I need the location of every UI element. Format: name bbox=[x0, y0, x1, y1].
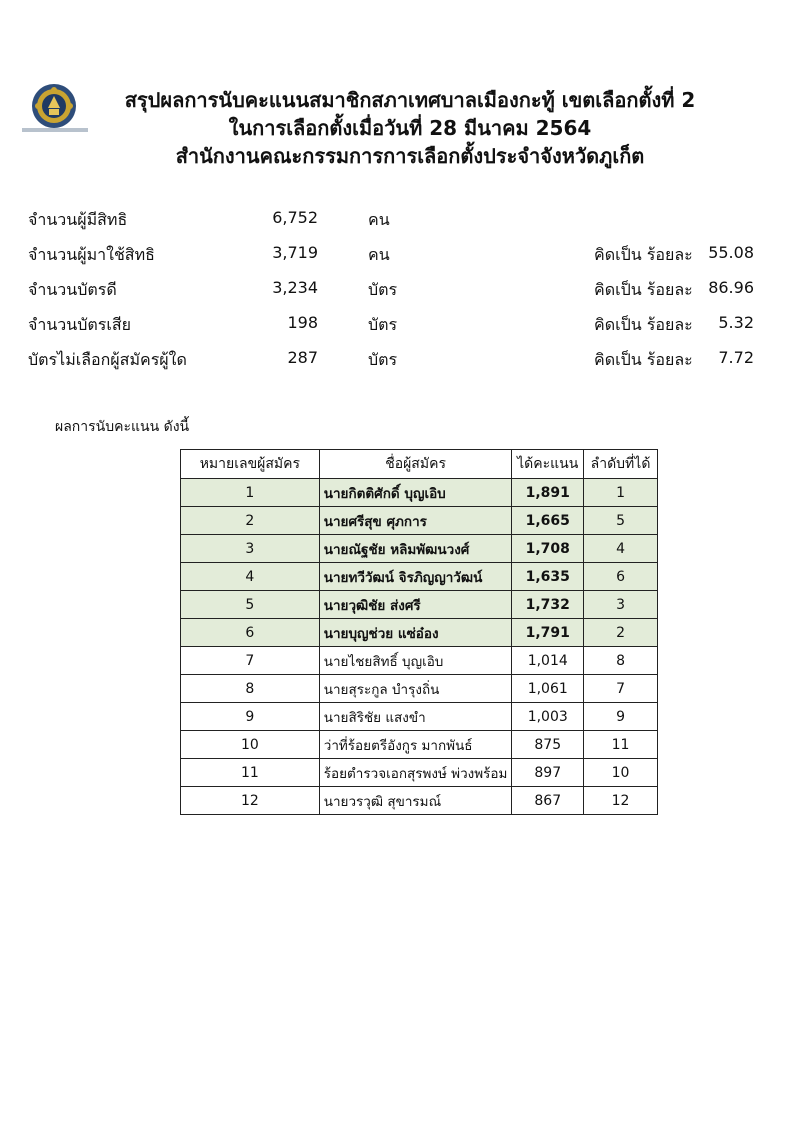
table-row bbox=[181, 787, 658, 815]
cell-votes: 1,732 bbox=[512, 591, 584, 619]
cell-candidate-name: นายกิตติศักดิ์ บุญเอิบ bbox=[319, 479, 512, 507]
table-row bbox=[181, 619, 658, 647]
cell-candidate-name: ร้อยตำรวจเอกสุรพงษ์ พ่วงพร้อม bbox=[319, 759, 512, 787]
stat-label: จำนวนผู้มาใช้สิทธิ bbox=[28, 245, 155, 264]
header-office: สำนักงานคณะกรรมการการเลือกตั้งประจำจังหวัดภูเก็ต bbox=[175, 144, 645, 168]
stat-unit: คน bbox=[368, 245, 390, 264]
stat-unit: คน bbox=[368, 210, 390, 229]
stat-label: จำนวนบัตรดี bbox=[28, 280, 117, 299]
table-row bbox=[181, 479, 658, 507]
column-header-candidate-number: หมายเลขผู้สมัคร bbox=[181, 450, 320, 479]
table-row bbox=[181, 647, 658, 675]
column-header-votes: ได้คะแนน bbox=[512, 450, 584, 479]
cell-candidate-number: 9 bbox=[181, 703, 320, 731]
logo-caption bbox=[22, 128, 88, 132]
table-row bbox=[181, 703, 658, 731]
stat-percent: 55.08 bbox=[708, 243, 754, 262]
cell-rank: 5 bbox=[584, 507, 658, 535]
cell-candidate-name: นายวุฒิชัย ส่งศรี bbox=[319, 591, 512, 619]
stat-row-turnout bbox=[28, 235, 768, 270]
column-header-candidate-name: ชื่อผู้สมัคร bbox=[319, 450, 512, 479]
cell-votes: 1,708 bbox=[512, 535, 584, 563]
table-header-row bbox=[181, 450, 658, 479]
cell-candidate-name: นายวรวุฒิ สุขารมณ์ bbox=[319, 787, 512, 815]
cell-candidate-name: นายบุญช่วย แซ่อ๋อง bbox=[319, 619, 512, 647]
cell-candidate-name: นายศรีสุข ศุภการ bbox=[319, 507, 512, 535]
cell-votes: 1,635 bbox=[512, 563, 584, 591]
stat-unit: บัตร bbox=[368, 280, 398, 299]
table-row bbox=[181, 759, 658, 787]
cell-candidate-number: 6 bbox=[181, 619, 320, 647]
cell-rank: 8 bbox=[584, 647, 658, 675]
stat-value: 3,719 bbox=[272, 243, 318, 262]
table-row bbox=[181, 591, 658, 619]
results-section-label: ผลการนับคะแนน ดังนี้ bbox=[55, 419, 190, 435]
stat-row-valid-ballots bbox=[28, 270, 768, 305]
stat-percent: 7.72 bbox=[718, 348, 754, 367]
cell-rank: 12 bbox=[584, 787, 658, 815]
cell-candidate-name: นายสิริชัย แสงขำ bbox=[319, 703, 512, 731]
cell-rank: 10 bbox=[584, 759, 658, 787]
summary-stats bbox=[28, 200, 768, 375]
column-header-rank: ลำดับที่ได้ bbox=[584, 450, 658, 479]
header-election-date: ในการเลือกตั้งเมื่อวันที่ 28 มีนาคม 2564 bbox=[228, 116, 592, 140]
stat-percent-label: คิดเป็น ร้อยละ bbox=[594, 245, 693, 264]
cell-rank: 3 bbox=[584, 591, 658, 619]
cell-votes: 1,061 bbox=[512, 675, 584, 703]
cell-votes: 875 bbox=[512, 731, 584, 759]
cell-candidate-name: นายไชยสิทธิ์ บุญเอิบ bbox=[319, 647, 512, 675]
cell-candidate-number: 2 bbox=[181, 507, 320, 535]
cell-candidate-number: 8 bbox=[181, 675, 320, 703]
stat-value: 198 bbox=[287, 313, 318, 332]
stat-value: 287 bbox=[287, 348, 318, 367]
cell-rank: 4 bbox=[584, 535, 658, 563]
table-row bbox=[181, 731, 658, 759]
cell-votes: 897 bbox=[512, 759, 584, 787]
stat-unit: บัตร bbox=[368, 350, 398, 369]
ect-logo-icon bbox=[30, 82, 78, 130]
cell-votes: 1,891 bbox=[512, 479, 584, 507]
cell-rank: 6 bbox=[584, 563, 658, 591]
stat-label: จำนวนผู้มีสิทธิ bbox=[28, 210, 128, 229]
stat-value: 3,234 bbox=[272, 278, 318, 297]
cell-candidate-number: 7 bbox=[181, 647, 320, 675]
stat-percent: 5.32 bbox=[718, 313, 754, 332]
table-row bbox=[181, 507, 658, 535]
cell-votes: 1,014 bbox=[512, 647, 584, 675]
stat-value: 6,752 bbox=[272, 208, 318, 227]
table-row bbox=[181, 563, 658, 591]
cell-candidate-number: 10 bbox=[181, 731, 320, 759]
cell-votes: 1,665 bbox=[512, 507, 584, 535]
cell-rank: 2 bbox=[584, 619, 658, 647]
document-header bbox=[90, 86, 730, 170]
stat-percent-label: คิดเป็น ร้อยละ bbox=[594, 280, 693, 299]
cell-candidate-number: 5 bbox=[181, 591, 320, 619]
stat-percent-label: คิดเป็น ร้อยละ bbox=[594, 315, 693, 334]
results-table-body bbox=[181, 479, 658, 815]
cell-rank: 11 bbox=[584, 731, 658, 759]
cell-rank: 9 bbox=[584, 703, 658, 731]
stat-row-no-vote-ballots bbox=[28, 340, 768, 375]
stat-row-invalid-ballots bbox=[28, 305, 768, 340]
stat-percent-label: คิดเป็น ร้อยละ bbox=[594, 350, 693, 369]
cell-candidate-name: นายณัฐชัย หลิมพัฒนวงศ์ bbox=[319, 535, 512, 563]
header-title: สรุปผลการนับคะแนนสมาชิกสภาเทศบาลเมืองกะทู้ เขตเลือกตั้งที่ 2 bbox=[124, 88, 696, 112]
cell-candidate-number: 4 bbox=[181, 563, 320, 591]
table-row bbox=[181, 675, 658, 703]
results-table bbox=[180, 449, 658, 815]
cell-candidate-name: ว่าที่ร้อยตรีอังกูร มากพันธ์ bbox=[319, 731, 512, 759]
cell-candidate-name: นายทวีวัฒน์ จิรภิญญาวัฒน์ bbox=[319, 563, 512, 591]
cell-candidate-number: 11 bbox=[181, 759, 320, 787]
cell-candidate-number: 3 bbox=[181, 535, 320, 563]
cell-votes: 1,003 bbox=[512, 703, 584, 731]
stat-row-eligible bbox=[28, 200, 768, 235]
table-row bbox=[181, 535, 658, 563]
cell-candidate-name: นายสุระกูล บำรุงถิ่น bbox=[319, 675, 512, 703]
cell-votes: 1,791 bbox=[512, 619, 584, 647]
cell-votes: 867 bbox=[512, 787, 584, 815]
stat-label: จำนวนบัตรเสีย bbox=[28, 315, 131, 334]
cell-rank: 1 bbox=[584, 479, 658, 507]
cell-candidate-number: 12 bbox=[181, 787, 320, 815]
stat-percent: 86.96 bbox=[708, 278, 754, 297]
cell-rank: 7 bbox=[584, 675, 658, 703]
stat-unit: บัตร bbox=[368, 315, 398, 334]
cell-candidate-number: 1 bbox=[181, 479, 320, 507]
stat-label: บัตรไม่เลือกผู้สมัครผู้ใด bbox=[28, 350, 187, 369]
